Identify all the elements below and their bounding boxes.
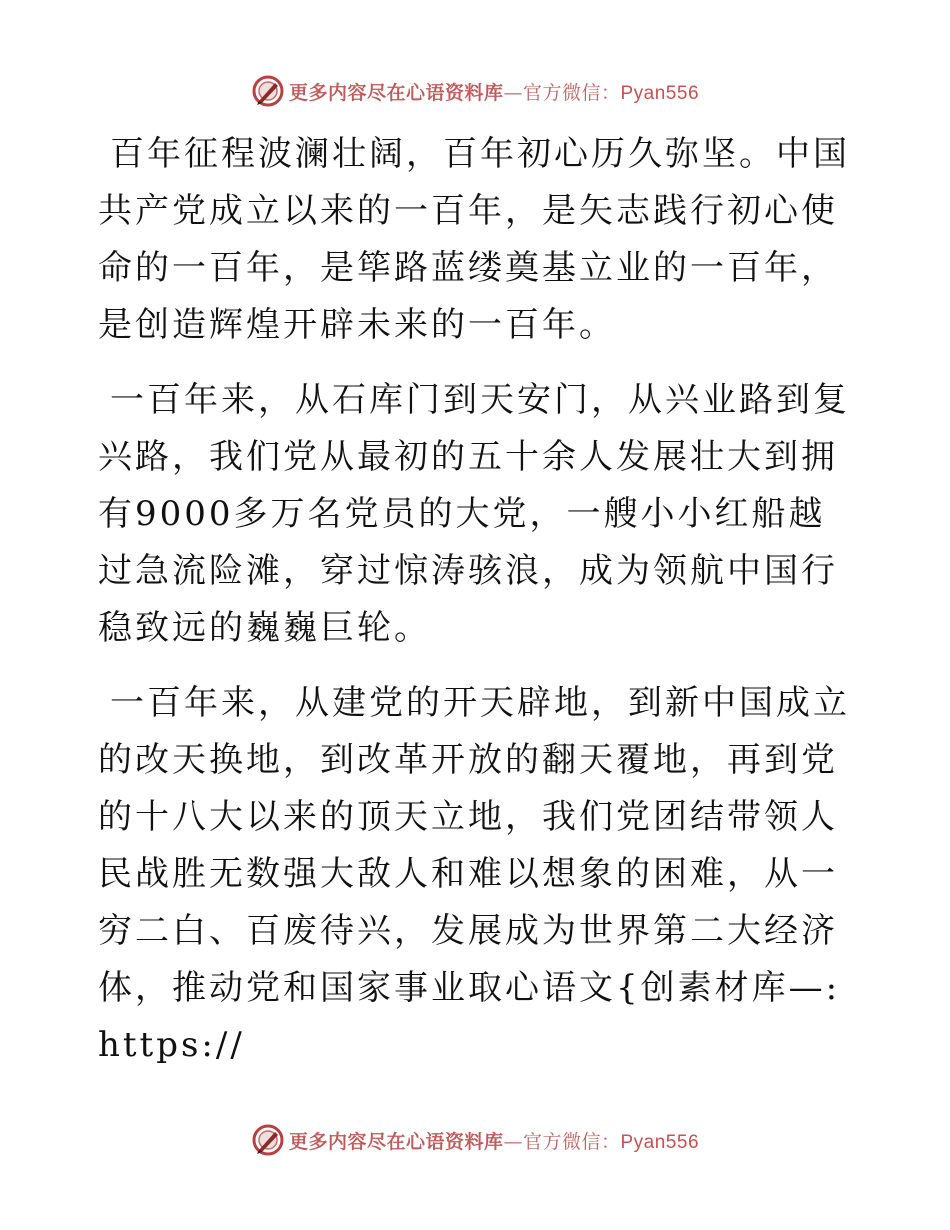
paragraph-1: 百年征程波澜壮阔，百年初心历久弥坚。中国共产党成立以来的一百年，是矢志践行初心使命的一百年，是筚路蓝缕奠基立业的一百年，是创造辉煌开辟未来的一百年。	[98, 134, 850, 345]
pen-seal-logo-icon	[251, 74, 285, 108]
footer-account: Pyan556	[620, 1131, 700, 1153]
footer-promo-text: 更多内容尽在心语资料库	[288, 1130, 504, 1153]
document-body	[98, 126, 858, 1092]
footer-separator: —	[503, 1130, 523, 1153]
paragraph-2: 一百年来，从石库门到天安门，从兴业路到复兴路，我们党从最初的五十余人发展壮大到拥有9000多万名党员的大党，一艘小小红船越过急流险滩，穿过惊涛骇浪，成为领航中国行稳致远的巍巍巨轮。	[98, 380, 850, 648]
header-account: Pyan556	[620, 82, 700, 104]
paragraph-3: 一百年来，从建党的开天辟地，到新中国成立的改天换地，到改革开放的翻天覆地，再到党的十八大以来的顶天立地，我们党团结带领人民战胜无数强大敌人和难以想象的困难，从一穷二白、百废待兴，发展成为世界第二大经济体，推动党和国家事业取心语文{创素材库—: https://	[98, 683, 850, 1065]
header-separator: —	[503, 81, 523, 104]
footer-promo	[289, 1127, 699, 1154]
page-header	[0, 69, 950, 113]
page-footer	[0, 1118, 950, 1162]
header-promo-text: 更多内容尽在心语资料库	[288, 81, 504, 104]
pen-seal-logo-icon	[251, 1123, 285, 1157]
header-promo	[289, 78, 699, 105]
header-contact-label: 官方微信：	[522, 81, 621, 104]
footer-contact-label: 官方微信：	[522, 1130, 621, 1153]
